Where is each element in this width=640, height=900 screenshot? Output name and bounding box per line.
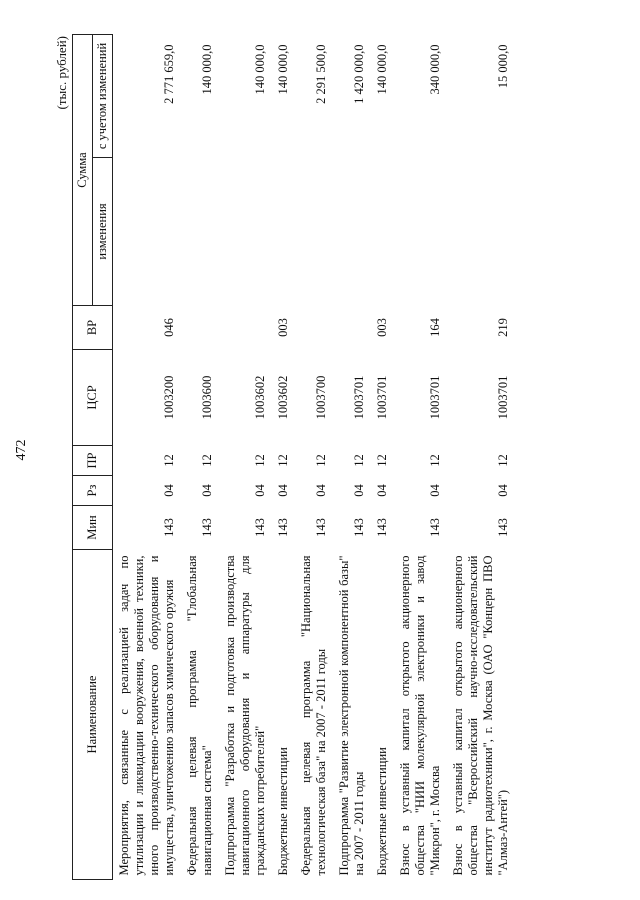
row-vr: 003 [375, 318, 389, 337]
table-header [73, 35, 113, 880]
row-with-changes: 2 771 659,0 [162, 44, 176, 104]
row-min: 143 [200, 518, 214, 537]
row-rz: 04 [200, 484, 214, 497]
row-rz: 04 [162, 484, 176, 497]
table-row [295, 35, 333, 880]
row-name: Мероприятия, связанные с реализацией задач по утилизации и ликвидации вооружения, военной техники, иного производственно-технического оборудования и имущества, уничтожению запасов химического оружия [117, 555, 176, 876]
row-name: Бюджетные инвестиции [375, 747, 389, 876]
row-csr: 1003600 [200, 375, 214, 420]
row-vr: 003 [276, 318, 290, 337]
row-min: 143 [352, 518, 366, 537]
row-min: 143 [253, 518, 267, 537]
row-csr: 1003701 [352, 375, 366, 420]
row-rz: 04 [314, 484, 328, 497]
row-changes [219, 158, 272, 306]
row-csr: 1003701 [496, 375, 510, 420]
row-changes [272, 158, 295, 306]
row-vr [295, 306, 333, 350]
row-changes [394, 158, 447, 306]
row-min: 143 [428, 518, 442, 537]
row-name: Федеральная целевая программа "Глобальная навигационная система" [185, 555, 214, 876]
row-rz: 04 [496, 484, 510, 497]
table-row [181, 35, 219, 880]
row-with-changes: 1 420 000,0 [352, 44, 366, 104]
header-sum: Сумма [73, 35, 93, 306]
row-min: 143 [375, 518, 389, 537]
header-name: Наименование [73, 550, 113, 880]
row-vr [219, 306, 272, 350]
row-pr: 12 [314, 454, 328, 467]
row-changes [295, 158, 333, 306]
row-vr: 164 [428, 318, 442, 337]
row-changes [113, 158, 182, 306]
row-pr: 12 [428, 454, 442, 467]
table-row [219, 35, 272, 880]
row-min: 143 [276, 518, 290, 537]
row-name: Подпрограмма "Развитие электронной компонентной базы" на 2007 - 2011 годы [337, 555, 366, 876]
row-pr: 12 [375, 454, 389, 467]
row-min: 143 [162, 518, 176, 537]
row-csr: 1003700 [314, 375, 328, 420]
row-changes [333, 158, 371, 306]
row-rz: 04 [276, 484, 290, 497]
row-with-changes: 340 000,0 [428, 44, 442, 95]
table-body [113, 35, 516, 880]
row-name: Взнос в уставный капитал открытого акционерного общества "Всероссийский научно-исследовательский институт радиотехники", г. Москва (ОАО "Концерн ПВО "Алмаз-Антей") [451, 555, 510, 876]
row-vr: 219 [496, 318, 510, 337]
header-pr: ПР [73, 446, 113, 476]
table-row [333, 35, 371, 880]
unit-note: (тыс. рублей) [54, 36, 69, 110]
row-pr: 12 [276, 454, 290, 467]
row-vr [181, 306, 219, 350]
row-min: 143 [496, 518, 510, 537]
row-with-changes: 15 000,0 [496, 44, 510, 89]
budget-table [72, 34, 515, 880]
row-pr: 12 [496, 454, 510, 467]
row-csr: 1003602 [276, 375, 290, 420]
table-row [272, 35, 295, 880]
row-vr: 046 [162, 318, 176, 337]
row-changes [371, 158, 394, 306]
table-row [447, 35, 515, 880]
row-with-changes: 140 000,0 [276, 44, 290, 95]
header-changes: изменения [93, 158, 113, 306]
row-with-changes: 140 000,0 [375, 44, 389, 95]
row-name: Подпрограмма "Разработка и подготовка производства навигационного оборудования и аппаратуры для гражданских потребителей" [223, 555, 267, 876]
row-name: Взнос в уставный капитал открытого акционерного общества "НИИ молекулярной электроники и завод "Микрон", г. Москва [398, 555, 442, 876]
row-pr: 12 [352, 454, 366, 467]
row-with-changes: 2 291 500,0 [314, 44, 328, 104]
row-pr: 12 [200, 454, 214, 467]
row-with-changes: 140 000,0 [253, 44, 267, 95]
row-pr: 12 [253, 454, 267, 467]
row-changes [447, 158, 515, 306]
row-vr [333, 306, 371, 350]
header-rz: Рз [73, 476, 113, 506]
table-row [371, 35, 394, 880]
row-csr: 1003200 [162, 375, 176, 420]
row-rz: 04 [375, 484, 389, 497]
row-csr: 1003701 [375, 375, 389, 420]
row-csr: 1003602 [253, 375, 267, 420]
page-number: 472 [14, 439, 29, 461]
row-with-changes: 140 000,0 [200, 44, 214, 95]
row-min: 143 [314, 518, 328, 537]
row-csr: 1003701 [428, 375, 442, 420]
row-rz: 04 [352, 484, 366, 497]
header-vr: ВР [73, 306, 113, 350]
header-with-changes: с учетом изменений [93, 35, 113, 158]
row-rz: 04 [253, 484, 267, 497]
table-row [394, 35, 447, 880]
header-csr: ЦСР [73, 350, 113, 446]
row-rz: 04 [428, 484, 442, 497]
row-name: Федеральная целевая программа "Национальная технологическая база" на 2007 - 2011 годы [299, 555, 328, 876]
row-name: Бюджетные инвестиции [276, 747, 290, 876]
header-min: Мин [73, 506, 113, 550]
table-row [113, 35, 182, 880]
row-pr: 12 [162, 454, 176, 467]
row-changes [181, 158, 219, 306]
